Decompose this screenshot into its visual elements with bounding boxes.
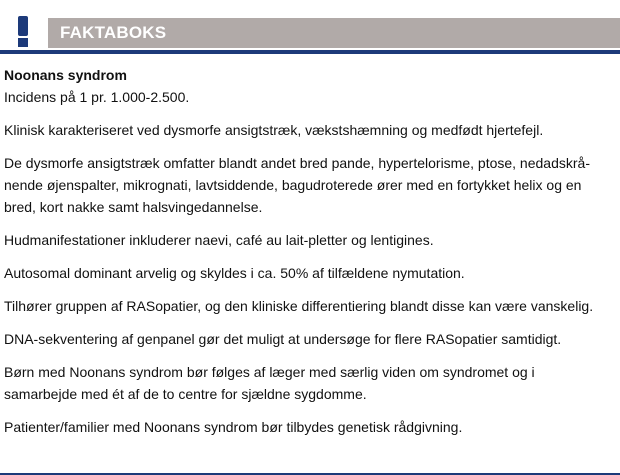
paragraph-4: Autosomal dominant arvelig og skyldes i ca. 50% af tilfældene nymutation. <box>4 265 465 281</box>
paragraph-7: Børn med Noonans syndrom bør følges af læger med særlig viden om syndromet og i samarbejde med ét af de to centre for sjældne sygdomme. <box>4 364 535 402</box>
faktaboks-title: FAKTABOKS <box>60 23 167 42</box>
exclamation-icon <box>0 0 48 48</box>
paragraph-1: Klinisk karakteriseret ved dysmorfe ansigtstræk, vækstshæmning og medfødt hjertefejl. <box>4 122 544 138</box>
syndrome-title: Noonans syndrom <box>4 67 127 83</box>
incidence-text: Incidens på 1 pr. 1.000-2.500. <box>4 89 190 105</box>
paragraph-2: De dysmorfe ansigtstræk omfatter blandt andet bred pande, hypertelorisme, ptose, nedadskrå-nende øjenspalter, mikrognati, lavtsiddende, bagudroterede ører med en fortykket helix og en bred, kort nakke samt halsvingedannelse. <box>4 155 590 215</box>
paragraph-5: Tilhører gruppen af RASopatier, og den kliniske differentiering blandt disse kan være vanskelig. <box>4 298 594 314</box>
faktaboks-header <box>0 0 620 48</box>
faktaboks-content <box>4 64 610 449</box>
paragraph-8: Patienter/familier med Noonans syndrom bør tilbydes genetisk rådgivning. <box>4 419 463 435</box>
paragraph-3: Hudmanifestationer inkluderer naevi, café au lait-pletter og lentigines. <box>4 232 434 248</box>
header-bar <box>48 18 620 48</box>
header-divider <box>0 50 620 54</box>
paragraph-6: DNA-sekventering af genpanel gør det muligt at undersøge for flere RASopatier samtidigt. <box>4 331 562 347</box>
